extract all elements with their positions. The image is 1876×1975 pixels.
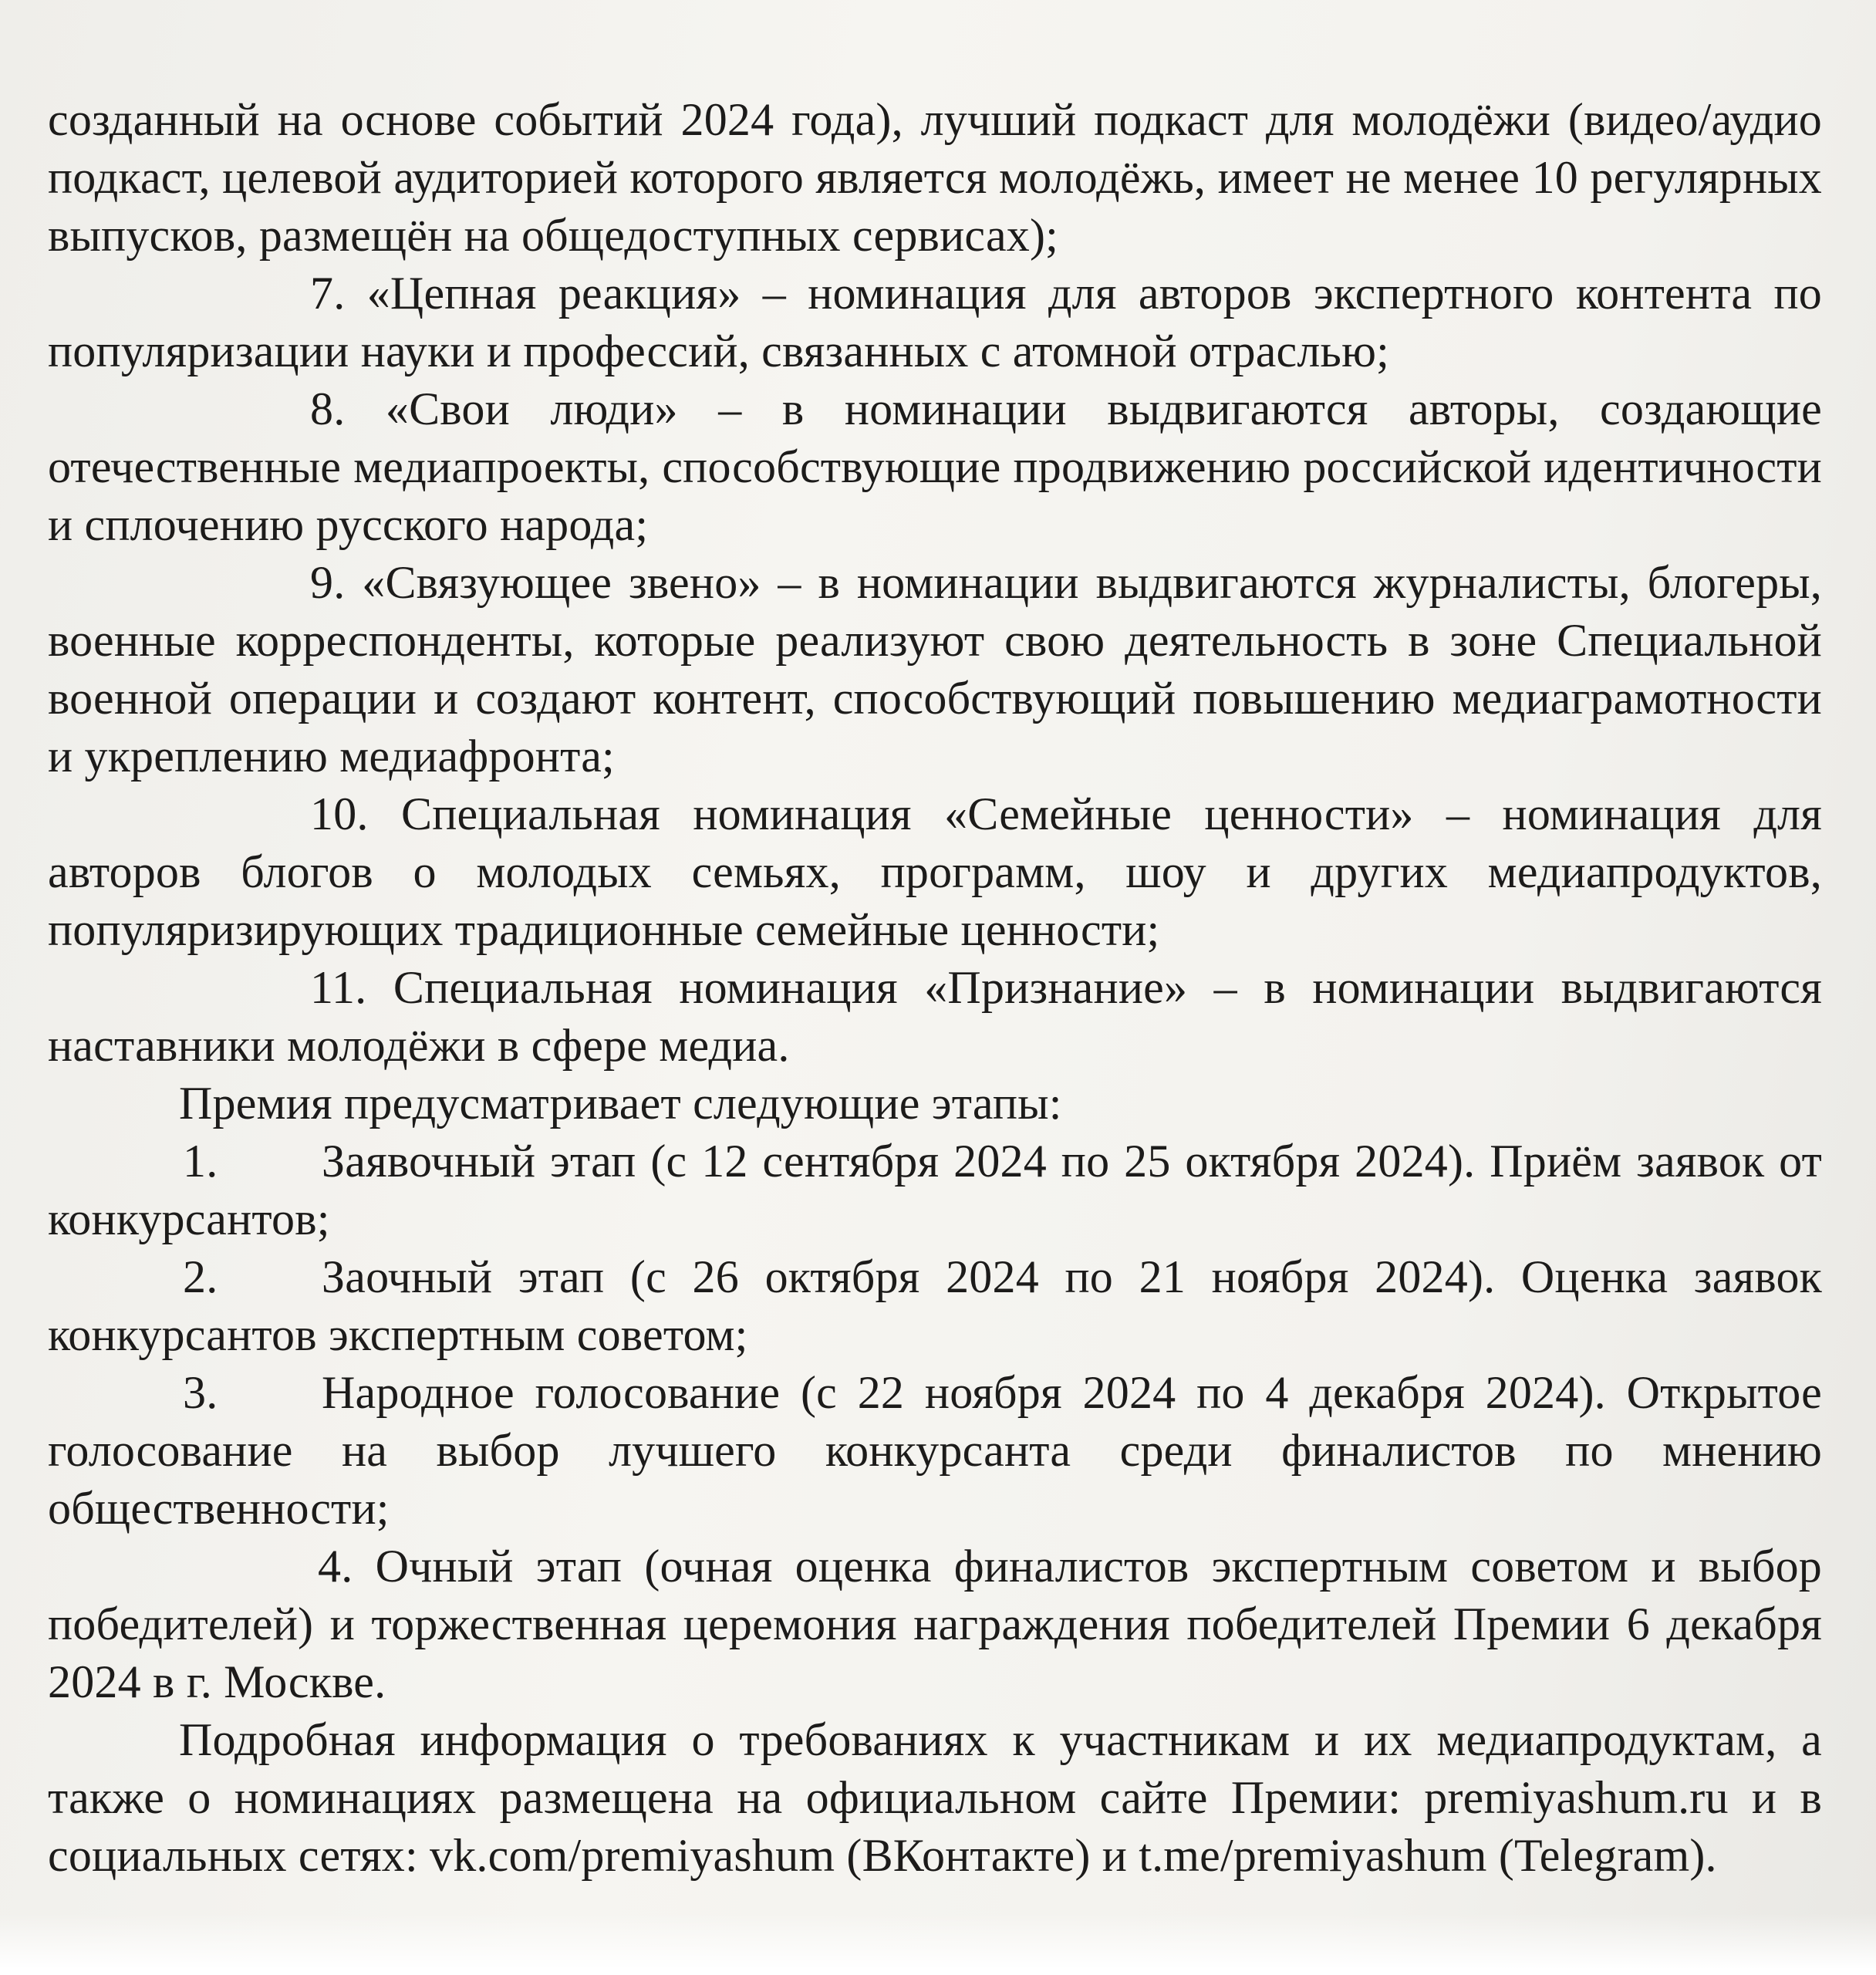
stage-text: Заочный этап (с 26 октября 2024 по 21 ноября 2024). Оценка заявок конкурсантов экспертным советом;	[48, 1251, 1822, 1360]
stage-3	[48, 1364, 1822, 1538]
list-number: 7.	[310, 268, 346, 319]
nomination-10	[48, 785, 1822, 959]
list-number: 10.	[310, 788, 369, 839]
stage-2	[48, 1248, 1822, 1364]
stage-text: Очный этап (очная оценка финалистов экспертным советом и выбор победителей) и торжественная церемония награждения победителей Премии 6 декабря 2024 в г. Москве.	[48, 1541, 1822, 1707]
list-number: 1.	[183, 1136, 218, 1187]
stage-text: Народное голосование (с 22 ноября 2024 по 4 декабря 2024). Открытое голосование на выбор лучшего конкурсанта среди финалистов по мнению общественности;	[48, 1367, 1822, 1534]
stages-intro-text: Премия предусматривает следующие этапы:	[179, 1078, 1062, 1129]
nomination-8	[48, 380, 1822, 554]
stage-4	[48, 1538, 1822, 1711]
nomination-text: Специальная номинация «Признание» – в номинации выдвигаются наставники молодёжи в сфере медиа.	[48, 962, 1823, 1071]
nomination-7	[48, 265, 1822, 380]
list-number: 3.	[183, 1367, 218, 1418]
list-number: 11.	[310, 962, 367, 1013]
list-number: 4.	[318, 1541, 353, 1592]
nomination-9	[48, 554, 1822, 785]
document-body	[48, 91, 1822, 1885]
list-number: 2.	[183, 1251, 218, 1302]
stage-1	[48, 1133, 1822, 1248]
paragraph-podcast-continuation	[48, 91, 1822, 265]
stages-intro	[48, 1075, 1822, 1133]
list-number: 9.	[310, 557, 346, 608]
nomination-11	[48, 959, 1822, 1075]
nomination-text: «Цепная реакция» – номинация для авторов экспертного контента по популяризации науки и профессий, связанных с атомной отраслью;	[48, 268, 1823, 376]
info-paragraph	[48, 1711, 1822, 1885]
info-text: Подробная информация о требованиях к участникам и их медиапродуктам, а также о номинациях размещена на официальном сайте Премии: premiyashum.ru и в социальных сетях: vk.com/premiyashum (ВКонтакте) и t.me/premiyashum (Telegram).	[48, 1714, 1822, 1881]
nomination-text: «Связующее звено» – в номинации выдвигаются журналисты, блогеры, военные корреспонденты, которые реализуют свою деятельность в зоне Специальной военной операции и создают контент, способствующий повышению медиаграмотности и укреплению медиафронта;	[48, 557, 1822, 782]
list-number: 8.	[310, 383, 346, 434]
nomination-text: Специальная номинация «Семейные ценности» – номинация для авторов блогов о молодых семьях, программ, шоу и других медиапродуктов, популяризирующих традиционные семейные ценности;	[48, 788, 1822, 955]
paragraph-text: созданный на основе событий 2024 года), лучший подкаст для молодёжи (видео/аудио подкаст, целевой аудиторией которого является молодёжь, имеет не менее 10 регулярных выпусков, размещён на общедоступных сервисах);	[48, 94, 1822, 261]
stage-text: Заявочный этап (с 12 сентября 2024 по 25 октября 2024). Приём заявок от конкурсантов;	[48, 1136, 1822, 1244]
nomination-text: «Свои люди» – в номинации выдвигаются авторы, создающие отечественные медиапроекты, способствующие продвижению российской идентичности и сплочению русского народа;	[48, 383, 1822, 550]
